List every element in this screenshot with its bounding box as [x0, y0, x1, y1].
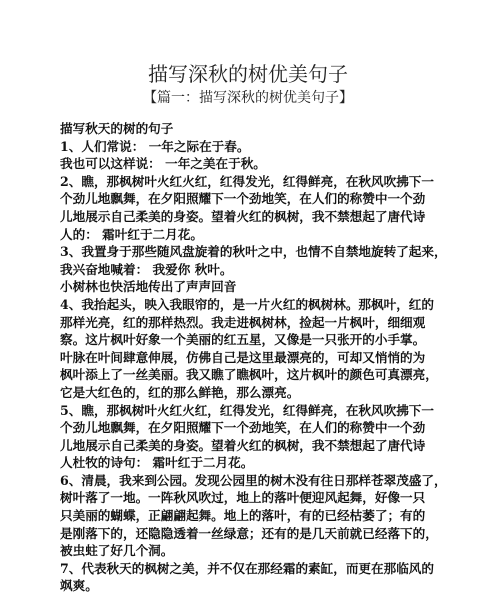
text-line: 是刚落下的，还隐隐透着一丝绿意；还有的是几天前就已经落下的，: [60, 525, 438, 541]
document-title: 描写深秋的树优美句子: [148, 62, 348, 86]
text-line: 4、我抬起头，映入我眼帘的，是一片火红的枫树林。那枫叶，红的: [60, 296, 434, 312]
text-line: 描写秋天的树的句子: [60, 121, 174, 136]
text-line: 3、我置身于那些随风盘旋着的秋叶之中，也情不自禁地旋转了起来，: [60, 244, 447, 260]
text-line: 只美丽的蝴蝶，正翩翩起舞。地上的落叶，有的已经枯萎了；有的: [60, 508, 426, 524]
text-line: 那样光亮，红的那样热烈。我走进枫树林，捡起一片枫叶，细细观: [60, 314, 426, 330]
document-subtitle: 【篇一：描写深秋的树优美句子】: [143, 90, 353, 106]
text-line: 1、人们常说： 一年之际在于春。: [60, 138, 250, 154]
text-line: 儿地展示自己柔美的身姿。望着火红的枫树，我不禁想起了唐代诗: [60, 208, 426, 224]
text-line: 7、代表秋天的枫树之美，并不仅在那经霜的素缸，而更在那临风的: [60, 560, 434, 576]
text-line: 6、清晨，我来到公园。发现公园里的树木没有往日那样苍翠茂盛了，: [60, 472, 447, 488]
text-line: 叶脉在叶间肆意伸展，仿佛自己是这里最漂亮的，可却又悄悄的为: [60, 349, 426, 365]
text-line: 儿地展示自己柔美的身姿。望着火红的枫树，我不禁想起了唐代诗: [60, 437, 426, 453]
text-line: 枫叶添上了一丝美丽。我又瞧了瞧枫叶，这片枫叶的颜色可真漂亮，: [60, 367, 438, 383]
text-line: 我也可以这样说： 一年之美在于秋。: [60, 156, 266, 172]
text-line: 飒爽。: [60, 578, 98, 594]
text-line: 个劲儿地飘舞，在夕阳照耀下一个劲地笑，在人们的称赞中一个劲: [60, 420, 426, 436]
text-line: 小树林也快活地传出了声声回音: [60, 279, 237, 295]
text-line: 察。这片枫叶好象一个美丽的红五星，又像是一只张开的小手掌。: [60, 332, 426, 348]
text-line: 个劲儿地飘舞，在夕阳照耀下一个劲地笑，在人们的称赞中一个劲: [60, 191, 426, 207]
text-line: 被虫蛀了好几个洞。: [60, 543, 174, 559]
text-line: 人的： 霜叶红于二月花。: [60, 226, 203, 242]
text-line: 人杜牧的诗句： 霜叶红于二月花。: [60, 455, 254, 471]
text-line: 树叶落了一地。一阵秋风吹过，地上的落叶便迎风起舞，好像一只: [60, 490, 426, 506]
text-line: 2、瞧，那枫树叶火红火红，红得发光，红得鲜亮，在秋风吹拂下一: [60, 173, 434, 189]
text-line: 我兴奋地喊着： 我爱你 秋叶。: [60, 261, 233, 277]
text-line: 它是大红色的，红的那么鲜艳，那么漂亮。: [60, 384, 300, 400]
text-line: 5、瞧，那枫树叶火红火红，红得发光，红得鲜亮，在秋风吹拂下一: [60, 402, 434, 418]
document-body: [60, 120, 480, 595]
